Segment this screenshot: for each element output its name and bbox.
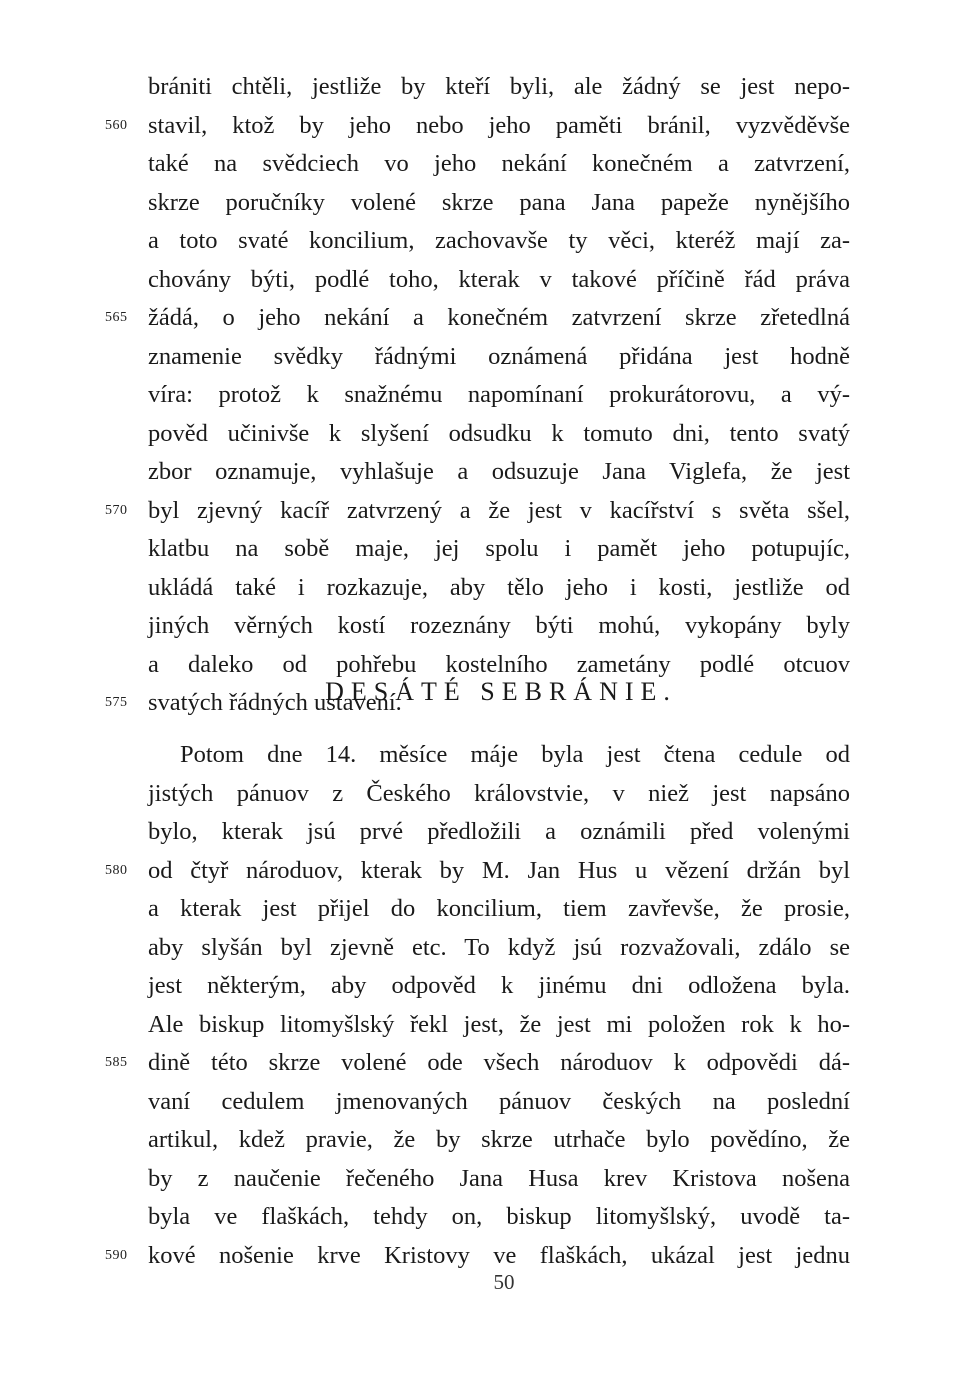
line-text: zbor oznamuje, vyhlašuje a odsuzuje Jana Viglefa, že jest <box>148 458 850 485</box>
text-line <box>100 1044 860 1083</box>
line-text: dině této skrze volené ode všech národuov k odpovědi dá- <box>148 1049 850 1076</box>
text-line <box>100 453 860 492</box>
text-line <box>100 813 860 852</box>
text-line <box>100 145 860 184</box>
text-line <box>100 1160 860 1199</box>
text-section-2 <box>100 736 860 1275</box>
line-text: brániti chtěli, jestliže by kteří byli, ale žádný se jest nepo- <box>148 73 850 100</box>
line-text: Ale biskup litomyšlský řekl jest, že jest mi položen rok k ho- <box>148 1010 850 1038</box>
text-line <box>100 338 860 377</box>
line-text: víra: protož k snažnému napomínaní prokurátorovu, a vý- <box>148 381 850 408</box>
line-number: 575 <box>105 695 128 710</box>
text-line <box>100 184 860 223</box>
text-line <box>100 376 860 415</box>
line-text: svatých řádných ustavení. <box>148 689 402 716</box>
text-line <box>100 929 860 968</box>
section-heading: DESÁTÉ SEBRÁNIE. <box>325 677 677 706</box>
text-section-1 <box>100 68 860 723</box>
line-number: 565 <box>105 310 128 325</box>
line-text: a kterak jest přijel do koncilium, tiem zavřevše, že prosie, <box>148 895 850 922</box>
line-text: skrze poručníky volené skrze pana Jana papeže nynějšího <box>148 188 850 216</box>
text-line <box>100 492 860 531</box>
text-line <box>100 775 860 814</box>
line-text: a toto svaté koncilium, zachovavše ty věci, kteréž mají za- <box>148 227 850 254</box>
text-line <box>100 736 860 775</box>
line-text: byla ve flaškách, tehdy on, biskup litomyšlský, uvodě ta- <box>148 1203 850 1230</box>
line-text: artikul, kdež pravie, že by skrze utrhače bylo povědíno, že <box>148 1126 850 1153</box>
line-number: 585 <box>105 1055 128 1070</box>
line-text: klatbu na sobě maje, jej spolu i pamět jeho potupujíc, <box>148 535 850 562</box>
text-line <box>100 852 860 891</box>
line-text: by z naučenie řečeného Jana Husa krev Kristova nošena <box>148 1164 850 1192</box>
line-text: Potom dne 14. měsíce máje byla jest čtena cedule od <box>180 741 850 768</box>
line-text: pověd učinivše k slyšení odsudku k tomuto dni, tento svatý <box>148 419 850 447</box>
page-number: 50 <box>493 1270 515 1294</box>
text-line <box>100 1083 860 1122</box>
text-line <box>100 222 860 261</box>
text-line <box>100 107 860 146</box>
line-text: bylo, kterak jsú prvé předložili a oznámili před volenými <box>148 818 850 845</box>
line-text: znamenie svědky řádnými oznámená přidána jest hodně <box>148 342 850 370</box>
line-number: 560 <box>105 117 128 133</box>
text-line <box>100 68 860 107</box>
text-line <box>100 1006 860 1045</box>
text-line <box>100 261 860 300</box>
text-line <box>100 569 860 608</box>
line-text: vaní cedulem jmenovaných pánuov českých na poslední <box>148 1087 850 1115</box>
line-text: a daleko od pohřebu kostelního zametány podlé otcuov <box>148 650 850 678</box>
line-text: jiných věrných kostí rozeznány býti mohú, vykopány byly <box>148 612 850 639</box>
text-line <box>100 1121 860 1160</box>
line-text: aby slyšán byl zjevně etc. To když jsú rozvažovali, zdálo se <box>148 933 850 961</box>
text-line <box>100 415 860 454</box>
line-text: jistých pánuov z Českého královstvie, v niež jest napsáno <box>148 779 850 807</box>
line-number: 590 <box>105 1247 128 1263</box>
line-text: ukládá také i rozkazuje, aby tělo jeho i kosti, jestliže od <box>148 573 850 601</box>
text-line <box>100 607 860 646</box>
line-text: jest některým, aby odpověd k jinému dni odložena byla. <box>148 972 850 999</box>
line-text: byl zjevný kacíř zatvrzený a že jest v kacířství s světa sšel, <box>148 496 850 524</box>
line-text: stavil, ktož by jeho nebo jeho paměti bránil, vyzvěděvše <box>148 111 850 139</box>
text-line <box>100 299 860 338</box>
line-text: také na svědciech vo jeho nekání konečném a zatvrzení, <box>148 150 850 177</box>
line-number: 580 <box>105 862 128 878</box>
line-number: 570 <box>105 502 128 518</box>
line-text: kové nošenie krve Kristovy ve flaškách, ukázal jest jednu <box>148 1241 850 1269</box>
line-text: žádá, o jeho nekání a konečném zatvrzení skrze zřetedlná <box>148 304 850 331</box>
line-text: od čtyř národuov, kterak by M. Jan Hus u vězení držán byl <box>148 856 850 884</box>
line-text: chovány býti, podlé toho, kterak v takové příčině řád práva <box>148 265 850 293</box>
text-line <box>100 890 860 929</box>
text-line <box>100 967 860 1006</box>
text-line <box>100 1198 860 1237</box>
text-line <box>100 530 860 569</box>
